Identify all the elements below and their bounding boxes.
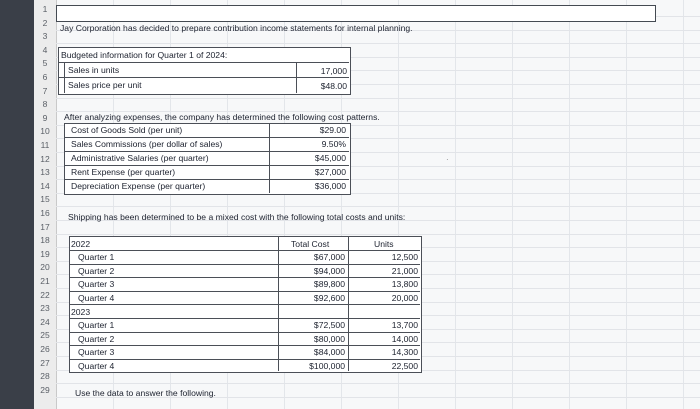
row-number[interactable]: 20 [40,262,50,273]
cost-row-divider [64,165,349,166]
grid-line [56,43,700,44]
stray-mark: · [446,155,449,164]
row-number[interactable]: 21 [40,276,50,286]
row-number[interactable]: 26 [40,344,50,354]
col-units: Units [374,239,394,249]
shipping-row-divider [69,332,420,333]
row-number[interactable]: 12 [40,153,50,164]
row-number[interactable]: 3 [42,31,48,42]
row-number[interactable]: 14 [40,180,50,191]
cost-value[interactable]: $36,000 [314,181,346,191]
row-number[interactable]: 29 [40,384,50,395]
year-2023: 2023 [71,307,91,317]
units-value[interactable]: 22,500 [391,360,418,371]
budget-heading: Budgeted information for Quarter 1 of 2024: [61,50,228,60]
quarter-label: Quarter 4 [78,292,115,303]
cost-row-divider [64,179,349,180]
row-number[interactable]: 19 [40,248,50,259]
sales-units-value[interactable]: 17,000 [320,66,347,76]
row-number[interactable]: 13 [40,167,50,178]
quarter-label: Quarter 3 [78,347,115,358]
cost-label: Rent Expense (per quarter) [71,167,176,177]
units-value[interactable]: 13,800 [391,279,418,290]
cost-value[interactable]: $45,000 [314,153,346,163]
grid-line [56,383,700,384]
cost-label: Administrative Salaries (per quarter) [71,153,209,163]
price-value[interactable]: $48.00 [320,81,347,91]
quarter-label: Quarter 2 [78,265,115,276]
row-number[interactable]: 1 [42,4,48,14]
budget-row-divider [58,77,349,78]
budget-indent-line [64,62,65,93]
row-number[interactable]: 8 [42,99,48,110]
shipping-row-divider [69,359,420,360]
row-number[interactable]: 10 [40,126,50,137]
price-label: Sales price per unit [68,80,142,90]
col-total-cost: Total Cost [291,239,330,249]
sales-units-label: Sales in units [68,65,120,75]
units-value[interactable]: 13,700 [391,320,418,330]
quarter-label: Quarter 1 [78,252,115,262]
cost-value[interactable]: $27,000 [314,167,346,177]
units-value[interactable]: 21,000 [391,265,418,276]
cost-value[interactable]: $29.00 [319,125,346,135]
quarter-label: Quarter 3 [78,279,115,290]
units-value[interactable]: 14,000 [391,333,418,344]
budget-row-divider [58,62,349,63]
units-value[interactable]: 20,000 [391,292,418,303]
row-1-cell-band[interactable] [56,5,656,22]
row-number[interactable]: 22 [40,289,50,300]
quarter-label: Quarter 1 [78,320,115,330]
row-number[interactable]: 2 [42,17,48,28]
grid-line [56,206,700,207]
row-number[interactable]: 5 [42,58,48,69]
units-value[interactable]: 14,300 [391,347,418,358]
cost-label: Cost of Goods Sold (per unit) [71,125,183,135]
row-number[interactable]: 18 [40,235,50,246]
row-number[interactable]: 15 [40,194,50,205]
year-2022: 2022 [71,239,91,249]
total-cost-value[interactable]: $92,600 [313,292,345,303]
shipping-row-divider [69,264,420,265]
row-number[interactable]: 6 [42,72,48,82]
total-cost-value[interactable]: $89,800 [313,279,345,290]
shipping-row-divider [69,250,420,251]
shipping-row-divider [69,318,420,319]
cost-label: Depreciation Expense (per quarter) [71,181,206,191]
row-number[interactable]: 25 [40,330,50,341]
total-cost-value[interactable]: $72,500 [313,320,345,330]
total-cost-value[interactable]: $94,000 [313,265,345,276]
budget-value-divider [296,62,297,93]
cost-label: Sales Commissions (per dollar of sales) [71,139,223,149]
costs-heading: After analyzing expenses, the company has determined the following cost patterns. [64,112,380,122]
grid-line [56,98,700,99]
cost-value[interactable]: 9.50% [321,139,346,149]
cost-row-divider [64,151,349,152]
quarter-label: Quarter 2 [78,333,115,344]
shipping-row-divider [69,304,420,305]
row-number[interactable]: 4 [42,44,48,55]
total-cost-value[interactable]: $67,000 [313,252,345,262]
units-value[interactable]: 12,500 [391,252,418,262]
shipping-row-divider [69,345,420,346]
total-cost-value[interactable]: $84,000 [313,347,345,358]
row-number[interactable]: 23 [40,303,50,314]
total-cost-value[interactable]: $80,000 [313,333,345,344]
shipping-row-divider [69,291,420,292]
row-number[interactable]: 24 [40,316,50,327]
grid-line [56,234,700,235]
quarter-label: Quarter 4 [78,360,115,371]
footer-text: Use the data to answer the following. [75,388,216,398]
row-number[interactable]: 11 [40,140,50,150]
cost-row-divider [64,137,349,138]
shipping-heading: Shipping has been determined to be a mixed cost with the following total costs and units: [68,212,406,222]
row-number[interactable]: 17 [40,221,50,232]
row-number[interactable]: 28 [40,371,50,382]
row-number[interactable]: 7 [42,85,48,96]
cost-value-divider [269,123,270,193]
row-number[interactable]: 16 [40,208,50,218]
intro-text: Jay Corporation has decided to prepare contribution income statements for internal planning. [60,23,413,33]
shipping-row-divider [69,277,420,278]
total-cost-value[interactable]: $100,000 [309,360,345,371]
row-number[interactable]: 9 [42,112,48,123]
row-number[interactable]: 27 [40,357,50,368]
